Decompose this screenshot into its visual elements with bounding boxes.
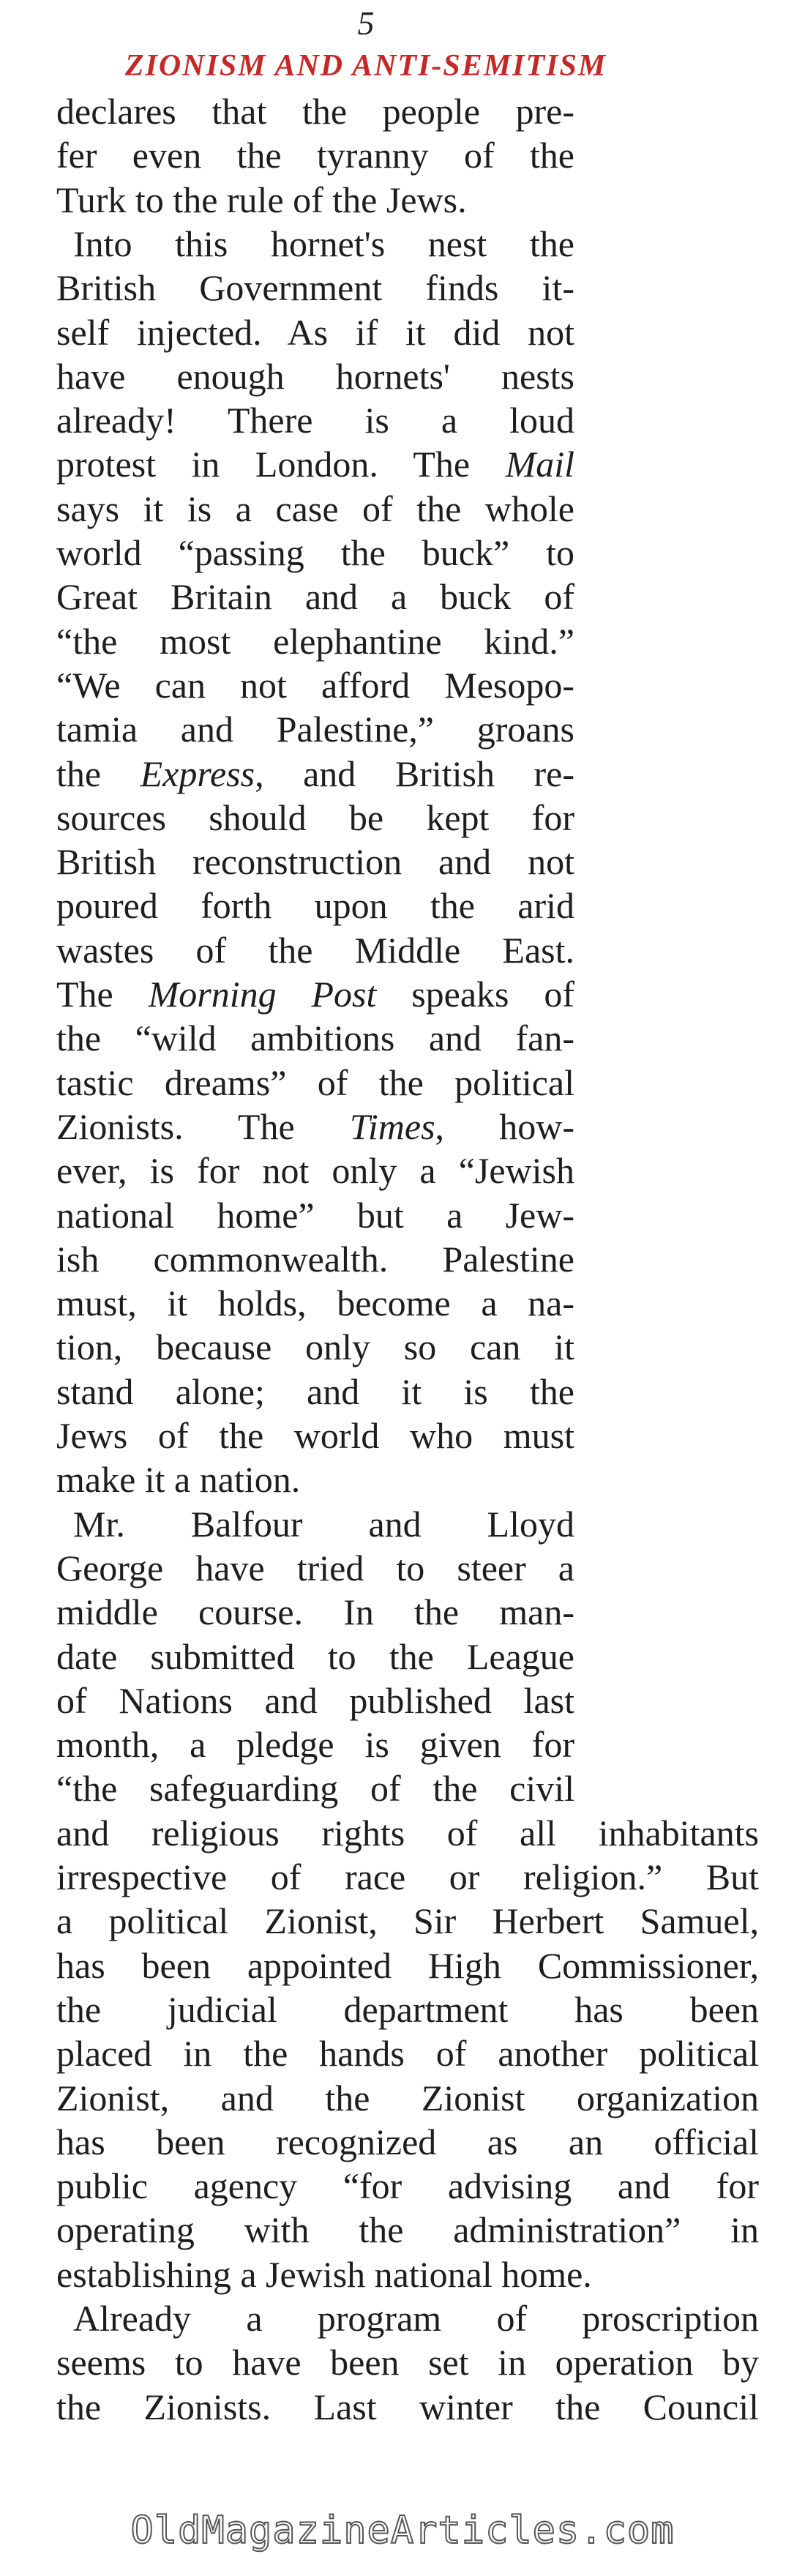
text-segment: tastic dreams” of the political	[56, 1061, 574, 1103]
text-segment: Into this hornet's nest the	[73, 223, 574, 264]
text-segment: wastes of the Middle East.	[56, 929, 574, 971]
text-segment: a political Zionist, Sir Herbert Samuel,	[56, 1900, 759, 1942]
text-segment: “the most elephantine kind.”	[56, 620, 574, 662]
publication-name: Express	[140, 753, 255, 794]
text-segment: world “passing the buck” to	[56, 532, 574, 573]
text-segment: declares that the people pre-	[56, 91, 574, 132]
text-segment: national home” but a Jew-	[56, 1194, 574, 1236]
text-line	[56, 1414, 574, 1457]
text-segment: date submitted to the League	[56, 1635, 574, 1677]
text-line	[56, 1237, 574, 1281]
text-line	[56, 354, 574, 398]
text-line	[56, 178, 574, 222]
text-segment: has been appointed High Commissioner,	[56, 1944, 759, 1986]
text-line	[56, 1944, 759, 1987]
text-line	[56, 487, 574, 531]
text-line	[56, 928, 574, 972]
text-line	[56, 1987, 759, 2031]
publication-name: Morning Post	[148, 974, 377, 1015]
text-segment: Already a program of proscription	[73, 2298, 759, 2339]
text-line	[56, 310, 574, 354]
text-line	[56, 1590, 574, 1634]
text-segment: make it a nation.	[56, 1459, 301, 1501]
site-watermark: OldMagazineArticles.com	[130, 2509, 675, 2553]
text-line	[56, 2076, 759, 2120]
page-number: 5	[357, 4, 375, 42]
text-segment: the judicial department has been	[56, 1988, 759, 2030]
text-line	[56, 1766, 574, 1810]
text-line	[56, 1635, 574, 1679]
text-line	[56, 1149, 574, 1192]
text-line	[56, 1899, 759, 1943]
text-line	[56, 442, 574, 486]
text-line	[56, 1016, 574, 1060]
text-line	[56, 1811, 759, 1855]
text-line	[56, 89, 574, 133]
text-line	[56, 840, 574, 884]
text-line	[56, 619, 574, 663]
text-segment: month, a pledge is given for	[56, 1724, 574, 1766]
text-line	[56, 1722, 574, 1766]
text-segment: operating with the administration” in	[56, 2209, 759, 2251]
text-line	[56, 531, 574, 575]
text-line	[56, 133, 574, 177]
text-segment: of Nations and published last	[56, 1679, 574, 1721]
text-segment: British Government finds it-	[56, 267, 574, 309]
text-line	[56, 575, 574, 619]
text-segment: speaks of	[376, 974, 574, 1015]
text-line	[56, 1325, 574, 1369]
text-line	[56, 1281, 574, 1325]
text-line	[56, 1546, 574, 1590]
text-segment: fer even the tyranny of the	[56, 135, 574, 176]
text-line	[56, 1105, 574, 1149]
text-segment: protest in London. The	[56, 444, 506, 485]
text-segment: have enough hornets' nests	[56, 355, 574, 397]
text-segment: Turk to the rule of the Jews.	[56, 179, 467, 220]
text-segment: already! There is a loud	[56, 400, 574, 441]
text-segment: The	[56, 974, 149, 1015]
text-segment: ever, is for not only a “Jewish	[56, 1150, 574, 1192]
text-line	[56, 1370, 574, 1414]
text-line	[56, 1061, 574, 1105]
text-line	[56, 1193, 574, 1237]
text-line	[56, 2385, 759, 2429]
publication-name: Times	[349, 1105, 435, 1147]
text-line	[73, 1502, 574, 1546]
text-line	[56, 2252, 759, 2296]
text-segment: seems to have been set in operation by	[56, 2342, 759, 2383]
text-segment: middle course. In the man-	[56, 1591, 574, 1633]
text-segment: public agency “for advising and for	[56, 2165, 759, 2207]
text-segment: , how-	[435, 1105, 574, 1147]
text-line	[56, 1855, 759, 1899]
text-segment: “We can not afford Mesopo-	[56, 664, 574, 706]
text-line	[73, 2296, 759, 2340]
text-line	[56, 2031, 759, 2075]
text-line	[56, 884, 574, 927]
text-segment: George have tried to steer a	[56, 1547, 574, 1588]
text-line	[73, 222, 574, 266]
text-segment: has been recognized as an official	[56, 2121, 759, 2162]
text-segment: the	[56, 753, 141, 794]
text-segment: tion, because only so can it	[56, 1326, 574, 1368]
text-line	[56, 752, 574, 796]
text-segment: says it is a case of the whole	[56, 488, 574, 529]
text-segment: the Zionists. Last winter the Council	[56, 2386, 759, 2427]
text-segment: Great Britain and a buck of	[56, 576, 574, 618]
text-segment: poured forth upon the arid	[56, 885, 574, 927]
text-line	[56, 2340, 759, 2384]
text-segment: “the safeguarding of the civil	[56, 1768, 574, 1810]
text-line	[56, 663, 574, 707]
text-segment: British reconstruction and not	[56, 841, 574, 883]
text-segment: the “wild ambitions and fan-	[56, 1018, 574, 1059]
text-segment: irrespective of race or religion.” But	[56, 1856, 759, 1897]
text-segment: must, it holds, become a na-	[56, 1283, 574, 1324]
text-segment: ish commonwealth. Palestine	[56, 1238, 574, 1280]
text-segment: Jews of the world who must	[56, 1415, 574, 1456]
text-segment: tamia and Palestine,” groans	[56, 709, 574, 750]
text-segment: stand alone; and it is the	[56, 1370, 574, 1412]
text-segment: establishing a Jewish national home.	[56, 2253, 592, 2295]
text-segment: self injected. As if it did not	[56, 311, 574, 353]
text-line	[56, 2120, 759, 2164]
text-segment: , and British re-	[255, 753, 574, 794]
text-line	[56, 398, 574, 442]
text-line	[56, 1679, 574, 1722]
text-segment: Zionists. The	[56, 1105, 350, 1147]
text-line	[56, 266, 574, 310]
text-segment: Mr. Balfour and Lloyd	[73, 1503, 574, 1545]
publication-name: Mail	[505, 444, 574, 485]
text-segment: and religious rights of all inhabitants	[56, 1812, 759, 1853]
text-line	[56, 796, 574, 840]
text-line	[56, 707, 574, 751]
text-line	[56, 972, 574, 1016]
text-line	[56, 2208, 759, 2252]
running-head: ZIONISM AND ANTI-SEMITISM	[124, 49, 607, 83]
text-line	[56, 2164, 759, 2208]
text-segment: Zionist, and the Zionist organization	[56, 2077, 759, 2118]
text-segment: placed in the hands of another political	[56, 2033, 759, 2075]
text-segment: sources should be kept for	[56, 796, 574, 838]
text-line	[56, 1457, 574, 1501]
